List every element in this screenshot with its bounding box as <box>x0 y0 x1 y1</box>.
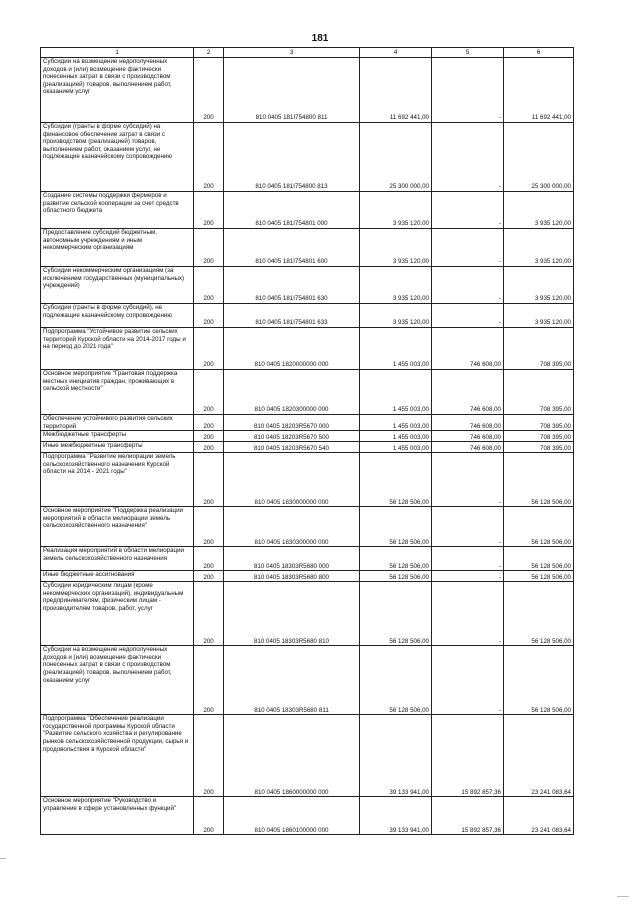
executed-amount-cell: - <box>432 229 504 267</box>
table-row <box>41 431 574 442</box>
unexecuted-amount-cell: 708 395,00 <box>504 442 574 453</box>
column-header: 1 <box>41 48 194 58</box>
classification-code-cell: 810 0405 18203R5670 500 <box>224 431 360 442</box>
unexecuted-amount-cell: 56 128 506,00 <box>504 646 574 715</box>
code-cell: 200 <box>194 582 224 646</box>
table-row <box>41 370 574 415</box>
unexecuted-amount-cell: 3 935 120,00 <box>504 192 574 229</box>
code-cell: 200 <box>194 229 224 267</box>
classification-code-cell: 810 0405 1820000000 000 <box>224 328 360 370</box>
table-row <box>41 646 574 715</box>
unexecuted-amount-cell: 3 935 120,00 <box>504 267 574 304</box>
table-row <box>41 571 574 582</box>
executed-amount-cell: 746 608,00 <box>432 370 504 415</box>
approved-amount-cell: 56 128 506,00 <box>360 646 432 715</box>
executed-amount-cell: 15 892 857,36 <box>432 715 504 797</box>
executed-amount-cell: 15 892 857,36 <box>432 797 504 835</box>
approved-amount-cell: 56 128 506,00 <box>360 571 432 582</box>
table-row <box>41 582 574 646</box>
classification-code-cell: 810 0405 18203R5670 540 <box>224 442 360 453</box>
table-row <box>41 547 574 571</box>
approved-amount-cell: 25 300 000,00 <box>360 123 432 192</box>
unexecuted-amount-cell: 708 395,00 <box>504 370 574 415</box>
executed-amount-cell: - <box>432 547 504 571</box>
row-name-cell: Субсидии некоммерческим организациям (за исключением государственных (муниципальных) учреждений) <box>41 267 194 304</box>
code-cell: 200 <box>194 370 224 415</box>
column-header: 2 <box>194 48 224 58</box>
executed-amount-cell: 746 608,00 <box>432 415 504 431</box>
approved-amount-cell: 1 455 003,00 <box>360 328 432 370</box>
approved-amount-cell: 56 128 506,00 <box>360 547 432 571</box>
classification-code-cell: 810 0405 1860100000 000 <box>224 797 360 835</box>
table-row <box>41 797 574 835</box>
code-cell: 200 <box>194 58 224 123</box>
scan-mark <box>0 858 6 859</box>
executed-amount-cell: - <box>432 192 504 229</box>
classification-code-cell: 810 0405 18303R5680 800 <box>224 571 360 582</box>
approved-amount-cell: 56 128 506,00 <box>360 453 432 507</box>
code-cell: 200 <box>194 442 224 453</box>
approved-amount-cell: 56 128 506,00 <box>360 507 432 547</box>
table-row <box>41 415 574 431</box>
classification-code-cell: 810 0405 1830000000 000 <box>224 453 360 507</box>
code-cell: 200 <box>194 547 224 571</box>
unexecuted-amount-cell: 23 241 083,64 <box>504 715 574 797</box>
classification-code-cell: 810 0405 18303R5680 000 <box>224 547 360 571</box>
scan-mark <box>617 896 629 897</box>
approved-amount-cell: 3 935 120,00 <box>360 304 432 328</box>
code-cell: 200 <box>194 507 224 547</box>
unexecuted-amount-cell: 11 692 441,00 <box>504 58 574 123</box>
row-name-cell: Субсидии юридическим лицам (кроме некоммерческих организаций), индивидуальным предпринимателям, физическим лицам - производителям товаров, работ, услуг <box>41 582 194 646</box>
code-cell: 200 <box>194 415 224 431</box>
table-row <box>41 453 574 507</box>
page-number: 181 <box>311 33 329 44</box>
executed-amount-cell: 746 608,00 <box>432 431 504 442</box>
table-row <box>41 267 574 304</box>
row-name-cell: Субсидии (гранты в форме субсидий), не подлежащие казначейскому сопровождению <box>41 304 194 328</box>
executed-amount-cell: - <box>432 507 504 547</box>
code-cell: 200 <box>194 797 224 835</box>
classification-code-cell: 810 0405 181I754800 811 <box>224 58 360 123</box>
executed-amount-cell: - <box>432 304 504 328</box>
column-header: 3 <box>224 48 360 58</box>
unexecuted-amount-cell: 23 241 083,64 <box>504 797 574 835</box>
table-row <box>41 58 574 123</box>
table-row <box>41 229 574 267</box>
row-name-cell: Субсидии на возмещение недополученных доходов и (или) возмещение фактически понесенных затрат в связи с производством (реализацией) товаров, выполнением работ, оказанием услуг <box>41 646 194 715</box>
row-name-cell: Субсидии на возмещение недополученных доходов и (или) возмещение фактически понесенных затрат в связи с производством (реализацией) товаров, выполнением работ, оказанием услуг <box>41 58 194 123</box>
code-cell: 200 <box>194 715 224 797</box>
approved-amount-cell: 39 133 941,00 <box>360 797 432 835</box>
code-cell: 200 <box>194 571 224 582</box>
classification-code-cell: 810 0405 18303R5680 811 <box>224 646 360 715</box>
row-name-cell: Основное мероприятие "Грантовая поддержка местных инициатив граждан, проживающих в сельской местности" <box>41 370 194 415</box>
table-row <box>41 507 574 547</box>
table-row <box>41 442 574 453</box>
executed-amount-cell: - <box>432 453 504 507</box>
code-cell: 200 <box>194 304 224 328</box>
unexecuted-amount-cell: 56 128 506,00 <box>504 453 574 507</box>
executed-amount-cell: - <box>432 58 504 123</box>
table-row <box>41 192 574 229</box>
unexecuted-amount-cell: 708 395,00 <box>504 415 574 431</box>
executed-amount-cell: - <box>432 582 504 646</box>
row-name-cell: Предоставление субсидий бюджетным, автономным учреждениям и иным некоммерческим организациям <box>41 229 194 267</box>
row-name-cell: Подпрограмма "Обеспечение реализации государственной программы Курской области "Развитие сельского хозяйства и регулирование рынков сельскохозяйственной продукции, сырья и продовольствия в Курской области" <box>41 715 194 797</box>
row-name-cell: Межбюджетные трансферты <box>41 431 194 442</box>
executed-amount-cell: 746 608,00 <box>432 442 504 453</box>
table-row <box>41 328 574 370</box>
classification-code-cell: 810 0405 181I754800 813 <box>224 123 360 192</box>
unexecuted-amount-cell: 56 128 506,00 <box>504 547 574 571</box>
approved-amount-cell: 56 128 506,00 <box>360 582 432 646</box>
unexecuted-amount-cell: 708 395,00 <box>504 328 574 370</box>
executed-amount-cell: 746 608,00 <box>432 328 504 370</box>
classification-code-cell: 810 0405 181I754801 630 <box>224 267 360 304</box>
code-cell: 200 <box>194 646 224 715</box>
classification-code-cell: 810 0405 1860000000 000 <box>224 715 360 797</box>
approved-amount-cell: 11 692 441,00 <box>360 58 432 123</box>
code-cell: 200 <box>194 328 224 370</box>
row-name-cell: Основное мероприятие "Руководство и управление в сфере установленных функций" <box>41 797 194 835</box>
row-name-cell: Создание системы поддержки фермеров и развитие сельской кооперации за счет средств областного бюджета <box>41 192 194 229</box>
approved-amount-cell: 1 455 003,00 <box>360 415 432 431</box>
executed-amount-cell: - <box>432 571 504 582</box>
row-name-cell: Иные бюджетные ассигнования <box>41 571 194 582</box>
row-name-cell: Обеспечение устойчивого развития сельских территорий <box>41 415 194 431</box>
approved-amount-cell: 39 133 941,00 <box>360 715 432 797</box>
classification-code-cell: 810 0405 181I754801 633 <box>224 304 360 328</box>
budget-execution-table <box>40 47 574 835</box>
code-cell: 200 <box>194 453 224 507</box>
column-header: 5 <box>432 48 504 58</box>
table-row <box>41 715 574 797</box>
code-cell: 200 <box>194 123 224 192</box>
column-header: 4 <box>360 48 432 58</box>
unexecuted-amount-cell: 3 935 120,00 <box>504 229 574 267</box>
unexecuted-amount-cell: 56 128 506,00 <box>504 571 574 582</box>
classification-code-cell: 810 0405 1820300000 000 <box>224 370 360 415</box>
executed-amount-cell: - <box>432 123 504 192</box>
executed-amount-cell: - <box>432 646 504 715</box>
classification-code-cell: 810 0405 181I754801 600 <box>224 229 360 267</box>
row-name-cell: Иные межбюджетные трансферты <box>41 442 194 453</box>
code-cell: 200 <box>194 431 224 442</box>
approved-amount-cell: 3 935 120,00 <box>360 192 432 229</box>
code-cell: 200 <box>194 267 224 304</box>
column-number-row <box>41 48 574 58</box>
classification-code-cell: 810 0405 181I754801 000 <box>224 192 360 229</box>
unexecuted-amount-cell: 25 300 000,00 <box>504 123 574 192</box>
approved-amount-cell: 3 935 120,00 <box>360 229 432 267</box>
approved-amount-cell: 1 455 003,00 <box>360 431 432 442</box>
table-row <box>41 304 574 328</box>
column-header: 6 <box>504 48 574 58</box>
approved-amount-cell: 1 455 003,00 <box>360 442 432 453</box>
row-name-cell: Основное мероприятие "Поддержка реализации мероприятий в области мелиорации земель сельскохозяйственного назначения" <box>41 507 194 547</box>
classification-code-cell: 810 0405 18203R5670 000 <box>224 415 360 431</box>
row-name-cell: Субсидии (гранты в форме субсидий) на финансовое обеспечение затрат в связи с производством (реализацией) товаров, выполнением работ, оказанием услуг, не подлежащие казначейскому сопровождению <box>41 123 194 192</box>
row-name-cell: Реализация мероприятий в области мелиорации земель сельскохозяйственного назначения <box>41 547 194 571</box>
approved-amount-cell: 1 455 003,00 <box>360 370 432 415</box>
row-name-cell: Подпрограмма "Развитие мелиорации земель сельскохозяйственного назначения Курской области на 2014 - 2021 годы" <box>41 453 194 507</box>
classification-code-cell: 810 0405 18303R5680 810 <box>224 582 360 646</box>
unexecuted-amount-cell: 3 935 120,00 <box>504 304 574 328</box>
unexecuted-amount-cell: 708 395,00 <box>504 431 574 442</box>
unexecuted-amount-cell: 56 128 506,00 <box>504 507 574 547</box>
row-name-cell: Подпрограмма "Устойчивое развитие сельских территорий Курской области на 2014-2017 годы и на период до 2021 года" <box>41 328 194 370</box>
executed-amount-cell: - <box>432 267 504 304</box>
unexecuted-amount-cell: 56 128 506,00 <box>504 582 574 646</box>
approved-amount-cell: 3 935 120,00 <box>360 267 432 304</box>
code-cell: 200 <box>194 192 224 229</box>
table-row <box>41 123 574 192</box>
classification-code-cell: 810 0405 1830300000 000 <box>224 507 360 547</box>
